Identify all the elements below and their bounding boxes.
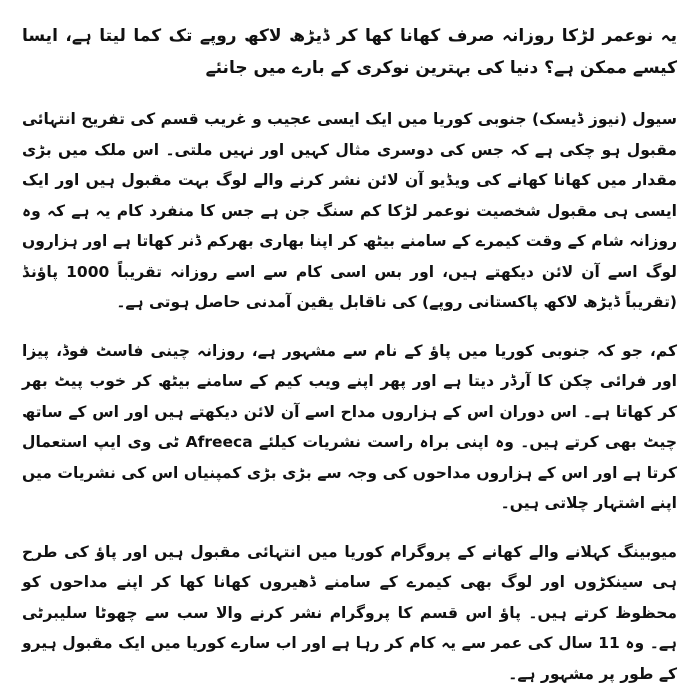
- article-paragraph-2: کم، جو کہ جنوبی کوریا میں پاﺅ کے نام سے مشہور ہے، روزانہ چینی فاسٹ فوڈ، پیزا اور فرائی چکن کا آرڈر دیتا ہے اور پھر اپنے ویب کیم کے سامنے بیٹھ کر خوب پیٹ بھر کر کھاتا ہے۔ اس دوران اس کے ہزاروں مداح اسے آن لائن دیکھتے ہیں اور اس کے ساتھ چیٹ بھی کرتے ہیں۔ وہ اپنی براہ راست نشریات کیلئے Afreeca ٹی وی ایپ استعمال کرتا ہے اور اس کے ہزاروں مداحوں کی وجہ سے بڑی بڑی کمپنیاں اس کی نشریات میں اپنے اشتہار چلاتی ہیں۔: [22, 336, 677, 519]
- article-headline: یہ نوعمر لڑکا روزانہ صرف کھانا کھا کر ڈیڑھ لاکھ روپے تک کما لیتا ہے، ایسا کیسے ممکن ہے؟ دنیا کی بہترین نوکری کے بارے میں جانئے: [22, 20, 677, 84]
- article-paragraph-1: سیول (نیوز ڈیسک) جنوبی کوریا میں ایک ایسی عجیب و غریب قسم کی تفریح انتہائی مقبول ہو چکی ہے کہ جس کی دوسری مثال کہیں اور نہیں ملتی۔ اس ملک میں بڑی مقدار میں کھانا کھانے کی ویڈیو آن لائن نشر کرنے والے لوگ بہت مقبول ہیں اور ایک ایسی ہی مقبول شخصیت نوعمر لڑکا کم سنگ جن ہے جس کا منفرد کام یہ ہے کہ وہ روزانہ شام کے وقت کیمرے کے سامنے بیٹھ کر اپنا بھاری بھرکم ڈنر کھاتا ہے اور ہزاروں لوگ اسے آن لائن دیکھتے ہیں، اور بس اسی کام سے اسے روزانہ تقریباً 1000 پاﺅنڈ (تقریباً ڈیڑھ لاکھ پاکستانی روپے) کی ناقابل یقین آمدنی حاصل ہوتی ہے۔: [22, 104, 677, 318]
- article-paragraph-3: میوبینگ کہلانے والے کھانے کے پروگرام کوریا میں انتہائی مقبول ہیں اور پاﺅ کی طرح ہی سینکڑوں اور لوگ بھی کیمرے کے سامنے ڈھیروں کھانا کھا کر اپنے مداحوں کو محظوظ کرتے ہیں۔ پاﺅ اس قسم کا پروگرام نشر کرنے والا سب سے چھوٹا سلیبرٹی ہے۔ وہ 11 سال کی عمر سے یہ کام کر رہا ہے اور اب سارے کوریا میں ایک مقبول ہیرو کے طور پر مشہور ہے۔: [22, 537, 677, 689]
